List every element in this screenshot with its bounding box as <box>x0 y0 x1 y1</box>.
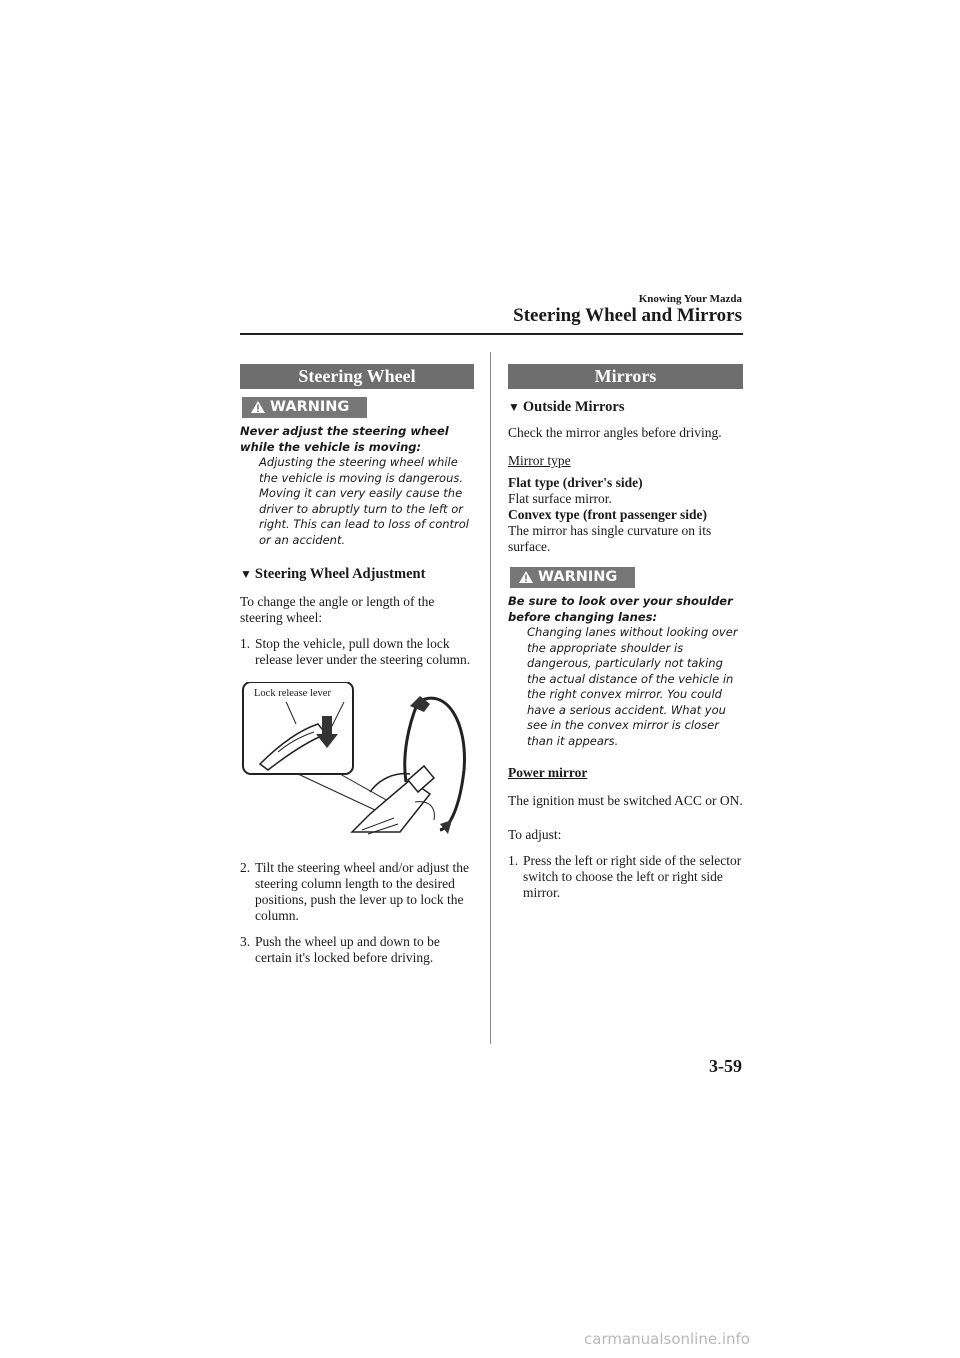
warning-icon <box>250 400 266 414</box>
mirrors-section-title: Mirrors <box>508 364 743 389</box>
triangle-down-icon: ▼ <box>508 400 520 414</box>
outside-mirrors-heading: ▼ Outside Mirrors <box>508 399 625 415</box>
power-mirror-heading: Power mirror <box>508 765 588 780</box>
triangle-down-icon: ▼ <box>240 567 252 581</box>
warning-body: Adjusting the steering wheel while the vehicle is moving is dangerous. Moving it can very easily cause the driver to abruptly turn to the left or right. This can lead to loss of control or an accident. <box>259 455 469 547</box>
lock-release-lever-figure <box>240 682 474 842</box>
warning-body: Changing lanes without looking over the appropriate shoulder is dangerous, particularly not taking the actual distance of the vehicle in the right convex mirror. You could have a serious accident. What you see in the convex mirror is closer than it appears. <box>527 625 738 748</box>
mirrors-intro: Check the mirror angles before driving. <box>508 425 722 440</box>
steering-intro: To change the angle or length of the steering wheel: <box>240 594 435 625</box>
adjust-intro: To adjust: <box>508 827 562 842</box>
flat-type-text: Flat surface mirror. <box>508 491 612 506</box>
steering-adjustment-heading: ▼ Steering Wheel Adjustment <box>240 566 426 582</box>
convex-type-text: The mirror has single curvature on its surface. <box>508 523 712 554</box>
step-item: 1. Stop the vehicle, pull down the lock release lever under the steering column. <box>240 636 471 667</box>
section-title: Steering Wheel and Mirrors <box>513 305 742 326</box>
column-divider <box>490 352 491 1044</box>
step-item: 1. Press the left or right side of the selector switch to choose the left or right side mirror. <box>508 853 742 900</box>
flat-type-heading: Flat type (driver's side) <box>508 475 643 490</box>
figure-label: Lock release lever <box>254 686 331 702</box>
warning-badge <box>242 397 367 418</box>
steering-wheel-section-title: Steering Wheel <box>240 364 474 389</box>
chapter-title: Knowing Your Mazda <box>638 293 742 305</box>
warning-icon <box>518 570 534 584</box>
right-column <box>508 364 743 901</box>
watermark: carmanualsonline.info <box>584 1330 750 1348</box>
power-mirror-text: The ignition must be switched ACC or ON. <box>508 793 743 808</box>
left-column <box>240 364 474 966</box>
page-number: 3-59 <box>709 1056 742 1076</box>
warning-label: WARNING <box>270 399 350 415</box>
mirror-type-heading: Mirror type <box>508 453 571 468</box>
step-item: 2. Tilt the steering wheel and/or adjust the steering column length to the desired positions, push the lever up to lock the column. <box>240 860 469 923</box>
warning-badge <box>510 567 635 588</box>
header-rule <box>240 333 743 335</box>
warning-title: Never adjust the steering wheel while the vehicle is moving: <box>240 424 449 454</box>
warning-label: WARNING <box>538 569 618 585</box>
warning-title: Be sure to look over your shoulder before changing lanes: <box>508 594 733 624</box>
steering-column-illustration <box>240 682 474 842</box>
step-item: 3. Push the wheel up and down to be certain it's locked before driving. <box>240 934 440 965</box>
convex-type-heading: Convex type (front passenger side) <box>508 507 707 522</box>
